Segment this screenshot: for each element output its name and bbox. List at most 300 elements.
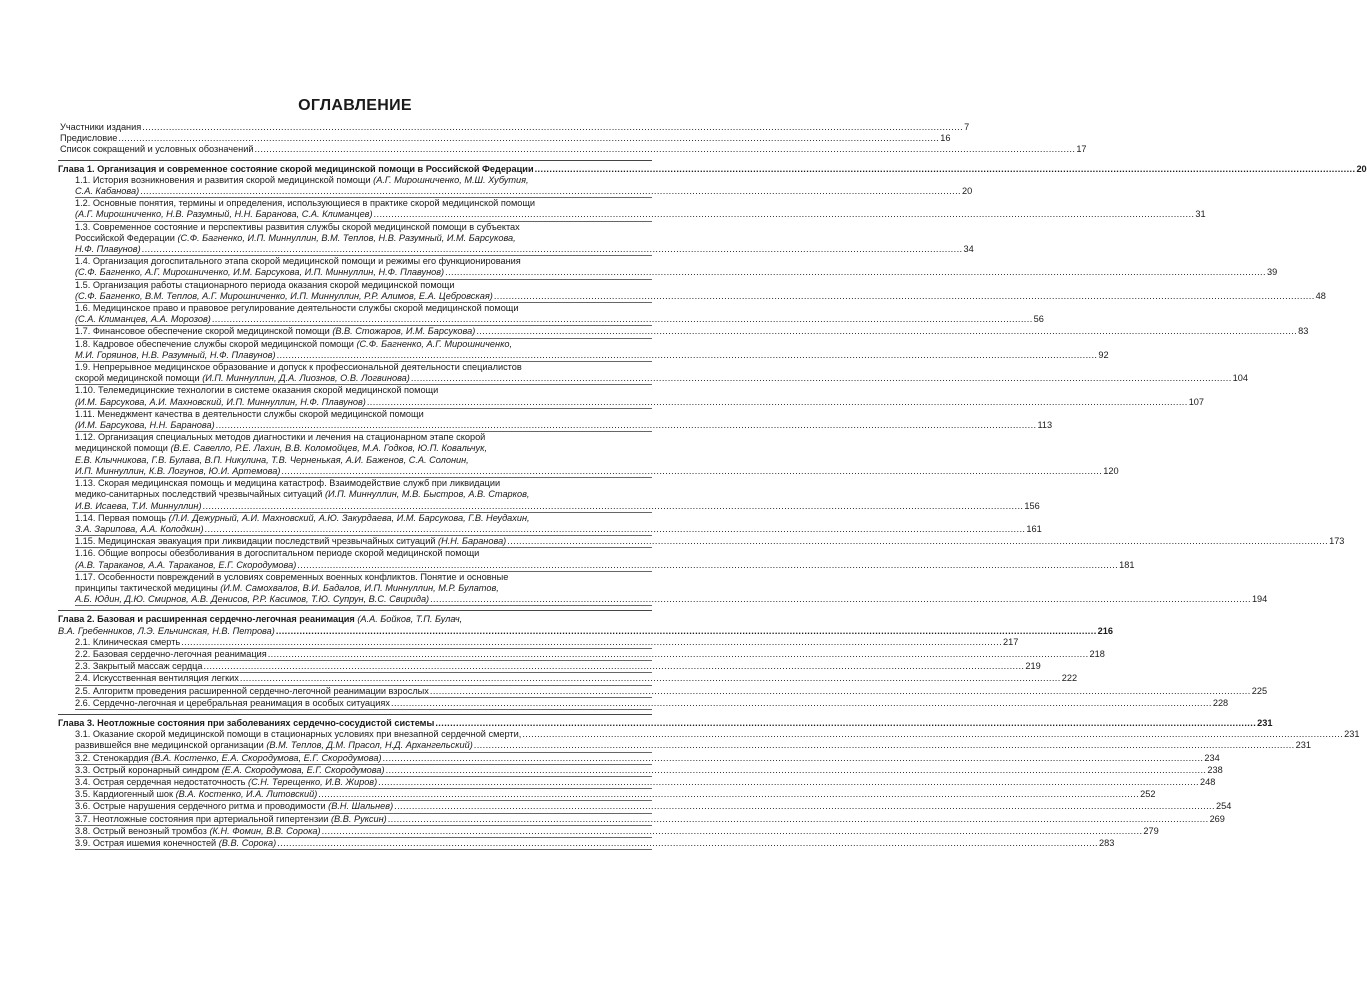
entry-text <box>75 267 444 278</box>
toc-line <box>75 548 652 559</box>
toc-line <box>75 636 1019 649</box>
toc-line <box>75 420 1053 432</box>
toc-line <box>75 198 652 209</box>
toc-line <box>58 625 1113 637</box>
entry-text <box>75 826 321 837</box>
entry-authors: (А.Г. Мирошниченко, М.Ш. Хубутия, <box>373 174 529 185</box>
entry-authors: (В.А. Костенко, И.А. Литовский) <box>175 789 318 800</box>
toc-line <box>75 396 1205 409</box>
dot-leader <box>268 649 1089 660</box>
section-entry[interactable] <box>58 764 1223 777</box>
section-entry[interactable] <box>58 729 1360 752</box>
toc-line <box>75 339 652 350</box>
entry-title: Глава 3. Неотложные состояния при заболеваниях сердечно-сосудистой системы <box>58 717 435 728</box>
page-number[interactable]: 254 <box>1215 801 1232 812</box>
toc-line <box>75 222 652 233</box>
section-entry[interactable] <box>58 256 1278 279</box>
toc-line <box>75 409 652 420</box>
toc-line <box>75 186 973 198</box>
section-entry[interactable] <box>58 697 1229 710</box>
section-entry[interactable] <box>58 408 1053 432</box>
entry-authors: (С.Ф. Багненко, В.М. Теплов, А.Г. Мирошниченко, И.П. Миннуллин, Р.Р. Алимов, Е.А. Цебровская) <box>75 290 493 301</box>
dot-leader <box>507 536 1328 547</box>
page-number[interactable]: 234 <box>1204 752 1220 763</box>
entry-title: 1.14. Первая помощь <box>75 512 169 523</box>
entry-title: 1.8. Кадровое обеспечение службы скорой медицинской помощи <box>75 338 357 349</box>
entry-text <box>75 420 215 431</box>
toc-line <box>75 349 1109 362</box>
dot-leader <box>474 740 1295 751</box>
page-number[interactable]: 173 <box>1329 536 1345 547</box>
dot-leader <box>281 466 1102 477</box>
front-matter-item[interactable] <box>58 122 970 133</box>
dot-leader <box>383 753 1204 764</box>
dot-leader <box>212 314 1033 325</box>
entry-text <box>75 673 239 684</box>
entry-title: 3.8. Острый венозный тромбоз <box>75 825 210 836</box>
dot-leader <box>277 838 1098 849</box>
entry-text <box>75 397 366 408</box>
entry-title: 2.3. Закрытый массаж сердца <box>75 661 203 672</box>
chapters-list <box>58 160 1367 851</box>
entry-text <box>58 718 434 729</box>
page-number[interactable]: 181 <box>1119 559 1135 570</box>
entry-text <box>75 740 473 751</box>
toc-line <box>58 614 652 625</box>
entry-text <box>75 777 377 788</box>
entry-authors: И.В. Исаева, Т.И. Миннуллин) <box>75 500 202 511</box>
entry-title: 1.4. Организация догоспитального этапа скорой медицинской помощи и режимы его функционирования <box>75 256 521 267</box>
entry-text <box>58 164 534 175</box>
page-number[interactable]: 216 <box>1097 625 1113 636</box>
entry-text <box>75 244 141 255</box>
entry-title: 2.2. Базовая сердечно-легочная реанимация <box>75 648 267 659</box>
entry-text <box>75 637 180 648</box>
toc-line <box>75 789 1156 801</box>
entry-authors: З.А. Зарипова, А.А. Колодкин) <box>75 523 204 534</box>
entry-text <box>75 373 410 384</box>
entry-title: 3.7. Неотложные состояния при артериальной гипертензии <box>75 813 331 824</box>
entry-authors: (В.В. Сорока) <box>218 837 277 848</box>
entry-text <box>75 729 521 740</box>
entry-title: медико-санитарных последствий чрезвычайных ситуаций <box>75 489 325 500</box>
page-number[interactable]: 231 <box>1344 729 1360 740</box>
dot-leader <box>386 765 1207 776</box>
entry-title: Список сокращений и условных обозначений <box>60 144 254 155</box>
entry-title: 1.16. Общие вопросы обезболивания в догоспитальном периоде скорой медицинской помощи <box>75 548 480 559</box>
page-number[interactable]: 222 <box>1061 673 1078 684</box>
entry-authors: (С.Ф. Багненко, А.Г. Мирошниченко, <box>356 338 513 349</box>
entry-text <box>75 222 520 232</box>
entry-text <box>75 753 382 764</box>
section-entry[interactable] <box>58 789 1156 801</box>
dot-leader <box>430 686 1251 697</box>
entry-text <box>75 314 211 325</box>
entry-authors: (С.А. Климанцев, А.А. Морозов) <box>75 314 211 325</box>
dot-leader <box>411 373 1232 384</box>
dot-leader <box>204 661 1025 672</box>
page-number[interactable]: 228 <box>1212 697 1229 708</box>
entry-authors: (Е.А. Скородумова, Е.Г. Скородумова) <box>221 764 385 775</box>
entry-title: принципы тактической медицины <box>75 582 221 593</box>
toc-line <box>75 685 1268 698</box>
page-number[interactable]: 34 <box>963 244 974 255</box>
entry-text <box>60 122 141 133</box>
entry-title: 1.7. Финансовое обеспечение скорой медицинской помощи <box>75 326 333 337</box>
dot-leader <box>388 814 1209 825</box>
toc-line <box>75 813 1225 826</box>
dot-leader <box>522 729 1343 740</box>
dot-leader <box>367 397 1188 408</box>
page-number[interactable]: 238 <box>1207 764 1223 775</box>
page-number[interactable]: 218 <box>1089 648 1105 659</box>
entry-authors: (И.М. Барсукова, А.И. Махновский, И.П. Миннуллин, Н.Ф. Плавунов) <box>75 396 366 407</box>
toc-line <box>75 825 1159 838</box>
toc-line <box>75 673 1078 685</box>
entry-text <box>75 560 296 571</box>
page-number[interactable]: 48 <box>1315 290 1326 301</box>
entry-authors: (И.П. Миннуллин, Д.А. Лиознов, О.В. Логвинова) <box>202 373 410 384</box>
toc-line <box>75 583 652 594</box>
page-number[interactable]: 113 <box>1037 420 1053 431</box>
dot-leader <box>476 326 1297 337</box>
front-matter-item[interactable] <box>58 144 1087 155</box>
entry-text <box>75 303 519 313</box>
toc-line <box>75 776 1216 789</box>
entry-title: 2.1. Клиническая смерть <box>75 636 181 647</box>
page-number[interactable]: 17 <box>1076 144 1087 155</box>
entry-text <box>75 501 202 512</box>
entry-authors: Е.В. Клычникова, Г.В. Булава, В.П. Никулина, Т.В. Черненькая, А.И. Баженов, С.А. Солонин, <box>75 454 469 465</box>
entry-title: 1.11. Менеджмент качества в деятельности службы скорой медицинской помощи <box>75 408 424 419</box>
toc-line <box>58 163 1367 175</box>
page-number[interactable]: 56 <box>1033 314 1044 325</box>
section-entry[interactable] <box>58 478 1040 513</box>
toc-line <box>75 500 1040 513</box>
page-number[interactable]: 283 <box>1099 837 1115 848</box>
entry-authors: (С.Ф. Багненко, А.Г. Мирошниченко, И.М. Барсукова, И.П. Миннуллин, Н.Ф. Плавунов) <box>75 267 445 278</box>
entry-text <box>75 326 475 337</box>
section-entry[interactable] <box>58 813 1225 826</box>
dot-leader <box>216 420 1037 431</box>
entry-title: скорой медицинской помощи <box>75 373 203 384</box>
section-entry[interactable] <box>58 385 1205 408</box>
entry-text <box>75 686 429 697</box>
entry-text <box>75 513 530 523</box>
entry-text <box>60 133 117 144</box>
entry-title: Глава 1. Организация и современное состояние скорой медицинской помощи в Российской Федерации <box>58 163 534 174</box>
toc-line <box>75 280 652 291</box>
entry-title: 1.9. Непрерывное медицинское образование и допуск к профессиональной деятельности специалистов <box>75 362 522 373</box>
toc-line <box>75 314 1044 326</box>
entry-text <box>75 186 139 197</box>
page-number[interactable]: 20 <box>1356 163 1367 174</box>
chapter-heading[interactable] <box>58 714 1273 729</box>
entry-text <box>75 478 500 488</box>
entry-text <box>75 443 487 453</box>
page-number[interactable]: 156 <box>1024 500 1040 511</box>
section-entry[interactable] <box>58 326 1309 338</box>
page-number[interactable]: 83 <box>1298 326 1309 337</box>
toc-line <box>75 513 652 524</box>
section-entry[interactable] <box>58 673 1078 685</box>
entry-title: Российской Федерации <box>75 232 178 243</box>
entry-text <box>75 536 506 547</box>
page-number[interactable]: 248 <box>1200 776 1216 787</box>
entry-authors: И.П. Миннуллин, К.В. Логунов, Ю.И. Артемова) <box>75 465 281 476</box>
chapter-block <box>58 714 1360 850</box>
page-number[interactable]: 16 <box>940 133 951 144</box>
entry-text <box>75 548 479 558</box>
entry-authors: (Л.И. Дежурный, А.И. Махновский, А.Ю. Закурдаева, И.М. Барсукова, Г.В. Неудахин, <box>168 512 530 523</box>
page-number[interactable]: 7 <box>964 122 970 132</box>
section-entry[interactable] <box>58 362 1249 385</box>
entry-text <box>75 209 373 220</box>
entry-authors: (В.В. Стожаров, И.М. Барсукова) <box>332 326 476 337</box>
dot-leader <box>494 291 1315 302</box>
entry-title: Предисловие <box>60 133 118 144</box>
chapter-block <box>58 610 1268 710</box>
entry-text <box>75 572 508 582</box>
entry-title: 3.3. Острый коронарный синдром <box>75 764 222 775</box>
section-entry[interactable] <box>58 648 1105 661</box>
entry-title: 1.10. Телемедицинские технологии в системе оказания скорой медицинской помощи <box>75 385 439 396</box>
chapter-heading[interactable] <box>58 160 1367 175</box>
entry-title: 1.2. Основные понятия, термины и определения, использующиеся в практике скорой медицинской помощи <box>75 198 536 209</box>
section-entry[interactable] <box>58 174 973 198</box>
entry-authors: Н.Ф. Плавунов) <box>75 244 141 255</box>
page-number[interactable]: 279 <box>1143 825 1159 836</box>
entry-authors: (С.Н. Терещенко, И.В. Жиров) <box>248 776 378 787</box>
section-entry[interactable] <box>58 636 1019 649</box>
page-number[interactable]: 31 <box>1195 209 1206 220</box>
entry-text <box>75 838 276 849</box>
entry-text <box>75 280 454 290</box>
page-number[interactable]: 39 <box>1266 267 1278 278</box>
entry-authors: (И.П. Миннуллин, М.В. Быстров, А.В. Старков, <box>324 489 530 500</box>
dot-leader <box>318 789 1139 800</box>
entry-authors: (И.М. Барсукова, Н.Н. Баранова) <box>75 420 215 431</box>
section-entry[interactable] <box>58 536 1345 548</box>
dot-leader <box>240 673 1061 684</box>
dot-leader <box>205 524 1026 535</box>
section-entry[interactable] <box>58 825 1159 838</box>
entry-text <box>75 409 424 419</box>
dot-leader <box>445 267 1266 278</box>
toc-line <box>75 648 1105 661</box>
page-number[interactable]: 231 <box>1257 717 1273 728</box>
section-entry[interactable] <box>58 837 1115 850</box>
entry-title: 1.3. Современное состояние и перспективы развития службы скорой медицинской помощи в субъектах <box>75 221 520 232</box>
front-matter-item[interactable] <box>58 133 951 144</box>
entry-authors: (С.Ф. Багненко, И.П. Миннуллин, В.М. Теплов, Н.В. Разумный, И.М. Барсукова, <box>177 232 516 243</box>
page-number[interactable]: 104 <box>1232 373 1249 384</box>
dot-leader <box>118 133 939 144</box>
toc-line <box>75 303 652 314</box>
toc-line <box>75 801 1232 813</box>
entry-title: 1.13. Скорая медицинская помощь и медицина катастроф. Взаимодействие служб при ликвидации <box>75 478 501 489</box>
toc-line <box>75 752 1220 765</box>
section-entry[interactable] <box>58 752 1220 765</box>
dot-leader <box>535 164 1356 175</box>
entry-text <box>75 489 529 499</box>
toc-line <box>75 175 652 186</box>
entry-title: развившейся вне медицинской организации <box>75 740 267 751</box>
toc-line <box>75 740 1311 752</box>
page-number[interactable]: 161 <box>1026 523 1042 534</box>
entry-title: 1.17. Особенности повреждений в условиях современных военных конфликтов. Понятие и основные <box>75 571 509 582</box>
page-number[interactable]: 194 <box>1251 594 1268 605</box>
entry-text <box>75 256 521 266</box>
dot-leader <box>140 186 961 197</box>
entry-authors: (К.Н. Фомин, В.В. Сорока) <box>209 825 321 836</box>
toc-line <box>75 362 652 373</box>
entry-title: 2.5. Алгоритм проведения расширенной сердечно-легочной реанимации взрослых <box>75 685 429 696</box>
toc-line <box>75 326 1309 338</box>
page-number[interactable]: 120 <box>1103 465 1119 476</box>
toc-line <box>75 267 1278 279</box>
entry-text <box>75 198 535 208</box>
entry-authors: (А.В. Тараканов, А.А. Тараканов, Е.Г. Скородумова) <box>75 559 297 570</box>
section-entry[interactable] <box>58 685 1268 698</box>
dot-leader <box>277 350 1098 361</box>
entry-text <box>75 524 204 535</box>
page-number[interactable]: 219 <box>1025 661 1041 672</box>
toc-line <box>75 489 652 500</box>
section-entry[interactable] <box>58 432 1119 478</box>
dot-leader <box>297 560 1118 571</box>
dot-leader <box>142 244 963 255</box>
page-number[interactable]: 252 <box>1140 789 1156 800</box>
entry-authors: (В.Н. Шальнев) <box>328 801 394 812</box>
entry-authors: (И.М. Самохвалов, В.И. Бадалов, И.П. Миннуллин, М.Р. Булатов, <box>220 582 499 593</box>
dot-leader <box>181 637 1002 648</box>
entry-title: 1.1. История возникновения и развития скорой медицинской помощи <box>75 174 374 185</box>
entry-title: 1.12. Организация специальных методов диагностики и лечения на стационарном этапе скорой <box>75 432 486 443</box>
page-number[interactable]: 20 <box>961 186 973 197</box>
entry-title: 3.9. Острая ишемия конечностей <box>75 837 219 848</box>
chapter-heading[interactable] <box>58 610 1113 636</box>
toc-line <box>75 536 1345 548</box>
entry-authors: (А.А. Бойков, Т.П. Булач, <box>357 614 463 625</box>
toc-line <box>75 432 652 443</box>
toc-line <box>75 594 1268 606</box>
section-entry[interactable] <box>58 801 1232 813</box>
entry-authors: А.Б. Юдин, Д.Ю. Смирнов, А.В. Денисов, Р.Р. Касимов, Т.Ю. Супрун, В.С. Свирида) <box>75 594 430 605</box>
toc-line <box>75 209 1206 221</box>
entry-text <box>60 144 253 155</box>
entry-text <box>75 801 393 812</box>
page-number[interactable]: 107 <box>1188 396 1205 407</box>
toc-line <box>75 478 652 489</box>
entry-text <box>75 339 512 349</box>
entry-text <box>75 661 203 672</box>
entry-title: 2.6. Сердечно-легочная и церебральная реанимация в особых ситуациях <box>75 697 390 708</box>
entry-text <box>75 594 429 605</box>
entry-text <box>75 233 516 243</box>
entry-text <box>75 789 317 800</box>
toc-line <box>75 559 1135 572</box>
toc-line <box>75 443 652 454</box>
entry-authors: (Н.Н. Баранова) <box>438 536 507 547</box>
section-entry[interactable] <box>58 512 1042 536</box>
dot-leader <box>276 626 1097 637</box>
toc-line <box>75 729 1360 740</box>
toc-page <box>58 96 1367 850</box>
dot-leader <box>394 801 1215 812</box>
toc-line <box>60 122 970 133</box>
dot-leader <box>322 826 1143 837</box>
section-entry[interactable] <box>58 776 1216 789</box>
section-entry[interactable] <box>58 571 1268 607</box>
entry-text <box>75 814 387 825</box>
entry-title: 1.15. Медицинская эвакуация при ликвидации последствий чрезвычайных ситуаций <box>75 536 439 547</box>
section-entry[interactable] <box>58 221 974 257</box>
section-entry[interactable] <box>58 661 1041 673</box>
toc-line <box>75 455 652 466</box>
toc-line <box>75 764 1223 777</box>
page-number[interactable]: 269 <box>1209 813 1225 824</box>
dot-leader <box>378 777 1199 788</box>
page-number[interactable]: 92 <box>1098 349 1109 360</box>
toc-line <box>75 697 1229 710</box>
section-entry[interactable] <box>58 279 1326 303</box>
entry-text <box>75 466 280 477</box>
section-entry[interactable] <box>58 338 1109 362</box>
toc-line <box>75 373 1249 385</box>
toc-line <box>75 256 652 267</box>
entry-title: 3.1. Оказание скорой медицинской помощи в стационарных условиях при внезапной сердечной смерти, <box>75 729 522 740</box>
section-entry[interactable] <box>58 303 1044 326</box>
entry-title: 3.6. Острые нарушения сердечного ритма и проводимости <box>75 801 329 812</box>
page-number[interactable]: 225 <box>1251 685 1268 696</box>
dot-leader <box>142 122 963 133</box>
entry-text <box>58 626 275 637</box>
section-entry[interactable] <box>58 198 1206 221</box>
toc-line <box>75 290 1326 303</box>
entry-authors: (А.Г. Мирошниченко, Н.В. Разумный, Н.Н. Баранова, С.А. Климанцев) <box>75 209 373 220</box>
page-number[interactable]: 231 <box>1295 740 1311 751</box>
dot-leader <box>391 698 1212 709</box>
entry-text <box>75 385 438 395</box>
entry-title: медицинской помощи <box>75 443 171 454</box>
entry-text <box>75 649 267 660</box>
toc-line <box>58 717 1273 729</box>
entry-title: 1.6. Медицинское право и правовое регулирование деятельности службы скорой медицинской помощи <box>75 303 519 314</box>
entry-authors: (В.Е. Савелло, Р.Е. Лахин, В.В. Коломойцев, М.А. Годков, Ю.П. Ковальчук, <box>170 443 488 454</box>
toc-line <box>75 233 652 244</box>
dot-leader <box>203 501 1024 512</box>
entry-text <box>75 765 385 776</box>
entry-title: Участники издания <box>60 122 142 132</box>
entry-title: Глава 2. Базовая и расширенная сердечно-легочная реанимация <box>58 614 358 625</box>
toc-line <box>60 144 1087 155</box>
front-matter <box>58 122 1087 156</box>
entry-title: 3.4. Острая сердечная недостаточность <box>75 776 249 787</box>
entry-authors: (В.В. Руксин) <box>330 813 387 824</box>
entry-authors: М.И. Горяинов, Н.В. Разумный, Н.Ф. Плавунов) <box>75 349 276 360</box>
dot-leader <box>435 718 1256 729</box>
dot-leader <box>430 594 1251 605</box>
entry-text <box>75 350 276 361</box>
entry-text <box>75 432 485 442</box>
page-number[interactable]: 217 <box>1003 636 1019 647</box>
entry-text <box>58 614 462 624</box>
entry-title: 1.5. Организация работы стационарного периода оказания скорой медицинской помощи <box>75 279 455 290</box>
section-entry[interactable] <box>58 548 1135 571</box>
entry-title: 3.2. Стенокардия <box>75 752 152 763</box>
toc-line <box>60 133 951 144</box>
